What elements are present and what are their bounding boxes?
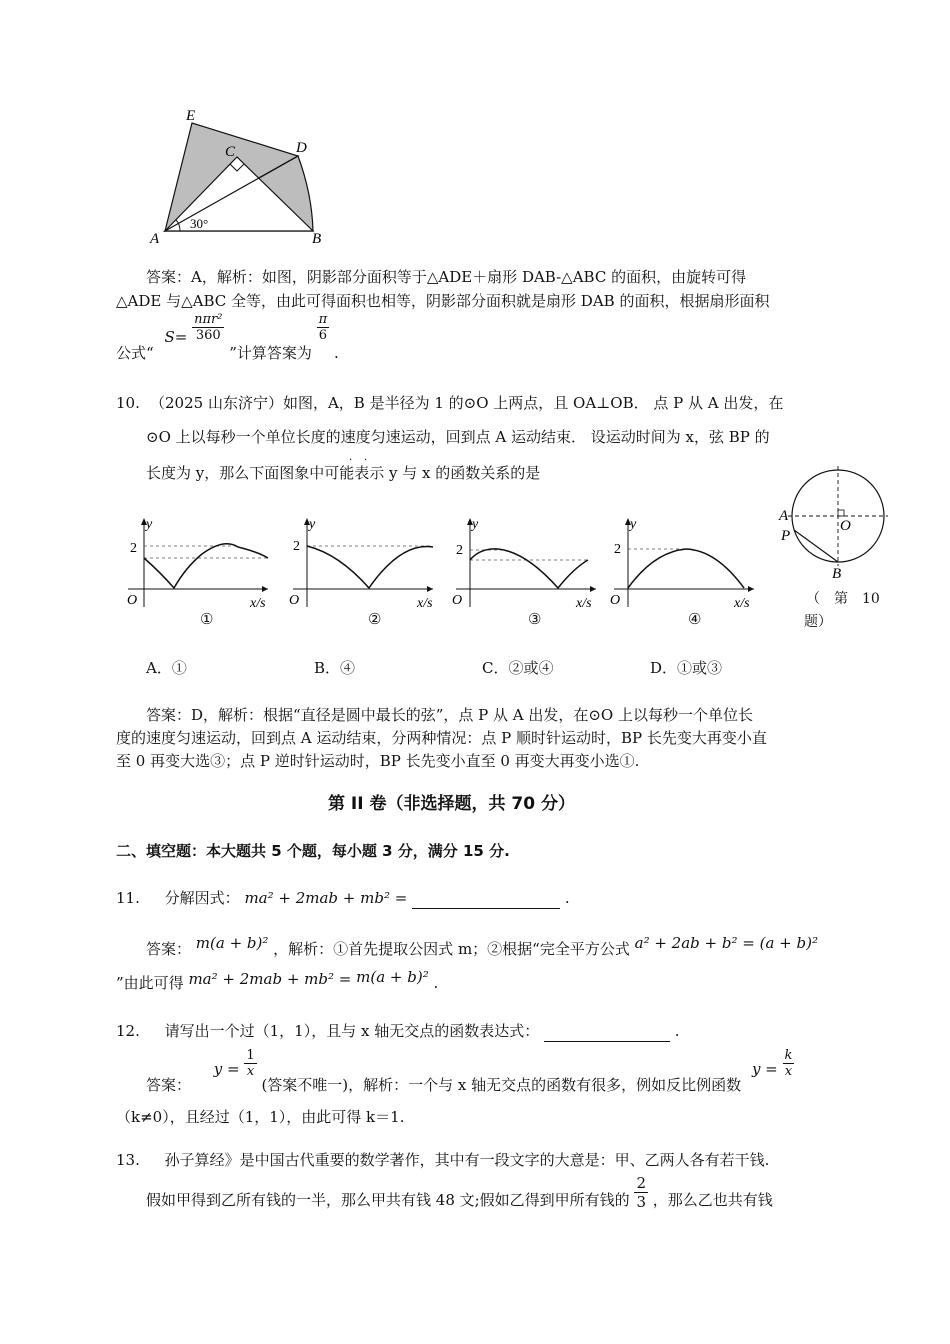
q10-line2: ⊙O 上以每秒一个单位长度的速度匀速运动，回到点 A 运动结束． 设运动时间为 x，弦 BP 的 xyxy=(146,428,770,446)
q11-formula: a² + 2ab + b² = (a + b)² xyxy=(634,934,818,952)
q9-answer-line2: △ADE 与△ABC 全等，由此可得面积也相等，阴影部分面积就是扇形 DAB 的面积，根据扇形面积 xyxy=(116,292,770,310)
label-angle: 30° xyxy=(190,216,209,231)
graph-4-y: y xyxy=(630,517,637,532)
label-c: C xyxy=(225,144,236,160)
section-subtitle: 二、填空题：本大题共 5 个题，每小题 3 分，满分 15 分. xyxy=(116,842,510,860)
q10-line3: 长度为 y，那么下面图象中可能表示 y 与 x 的函数关系的是 xyxy=(146,464,541,482)
graph-3-y: y xyxy=(472,517,479,532)
q9-answer-num: π xyxy=(318,312,328,327)
q9-formula-mid: ”计算答案为 xyxy=(229,343,312,362)
q12-answer-mid: (答案不唯一)，解析：一个与 x 轴无交点的函数有很多，例如反比例函数 xyxy=(261,1075,742,1094)
option-d xyxy=(650,657,722,679)
graph-4-tick: 2 xyxy=(614,542,621,557)
graph-2-origin: O xyxy=(289,593,300,608)
graph-1-x: x/s xyxy=(250,596,266,611)
q12-example-num: k xyxy=(784,1048,793,1063)
q11-expr: ma² + 2mab + mb² = xyxy=(244,889,408,907)
q11-prefix: 分解因式： xyxy=(164,889,240,907)
q12-example-fraction xyxy=(783,1048,795,1079)
graph-2-x: x/s xyxy=(417,596,433,611)
graph-1-label: ① xyxy=(200,610,214,628)
q12-example-lhs: y = xyxy=(751,1059,778,1078)
graph-3-tick: 2 xyxy=(456,543,463,558)
label-b: B xyxy=(312,231,322,247)
option-d-text: ①或③ xyxy=(677,659,723,677)
q13-text2-end: ，那么乙也共有钱 xyxy=(652,1190,773,1209)
circle-caption-2: 题） xyxy=(804,614,832,630)
q11-answer-expr: m(a + b)² xyxy=(195,934,269,952)
graph-1 xyxy=(118,512,278,612)
q12-text: 请写出一个过（1，1），且与 x 轴无交点的函数表达式： xyxy=(164,1022,540,1040)
graph-4-label: ④ xyxy=(688,610,702,628)
q9-formula-num: nπr² xyxy=(194,312,223,327)
option-a xyxy=(146,657,187,679)
emphasis-dot-2: · xyxy=(364,455,368,466)
q12-number: 12. xyxy=(116,1022,140,1040)
q10-answer-line2: 度的速度匀速运动，回到点 A 运动结束，分两种情况：点 P 顺时针运动时，BP 长先变大再变小直 xyxy=(116,729,767,747)
q13-fraction xyxy=(634,1174,648,1211)
graph-1-y: y xyxy=(146,517,153,532)
q9-answer-line3 xyxy=(116,312,339,362)
graph-3 xyxy=(446,512,606,612)
q9-answer-end: . xyxy=(334,343,339,362)
label-a: A xyxy=(150,231,160,247)
option-b-letter: B． xyxy=(314,659,341,677)
graph-2-y: y xyxy=(309,517,316,532)
circle-label-b: B xyxy=(832,566,842,582)
q11-line2-prefix: ”由此可得 xyxy=(116,974,184,992)
q12-answer-line1 xyxy=(146,1048,794,1094)
graph-2 xyxy=(283,512,443,612)
graph-4-origin: O xyxy=(610,593,621,608)
label-d: D xyxy=(296,140,307,156)
q13-line1 xyxy=(116,1149,769,1171)
option-d-letter: D． xyxy=(650,659,678,677)
q11-line2-result: m(a + b)² xyxy=(356,968,429,986)
option-c xyxy=(482,657,554,679)
graph-4-x: x/s xyxy=(734,596,750,611)
emphasis-dot-1: · xyxy=(349,455,353,466)
q13-number: 13. xyxy=(116,1151,140,1169)
q13-frac-num: 2 xyxy=(636,1174,647,1192)
circle-label-a: A xyxy=(779,508,789,524)
q9-answer-line1: 答案：A，解析：如图，阴影部分面积等于△ADE＋扇形 DAB-△ABC 的面积，由旋转可得 xyxy=(146,268,747,286)
q9-formula-fraction xyxy=(192,312,224,343)
q12-end: . xyxy=(674,1022,680,1040)
graph-4 xyxy=(604,512,764,612)
q11-line2-expr: ma² + 2mab + mb² = xyxy=(188,970,352,988)
graph-3-label: ③ xyxy=(528,610,542,628)
q12-example-den: x xyxy=(784,1064,793,1079)
rotation-figure xyxy=(140,110,340,250)
q10-answer-line3: 至 0 再变大选③；点 P 逆时针运动时，BP 长先变小直至 0 再变大再变小选①. xyxy=(116,752,640,770)
graph-4-curve xyxy=(628,549,744,588)
q12-answer-prefix: 答案： xyxy=(146,1075,192,1094)
q11-answer-prefix: 答案： xyxy=(146,940,192,958)
q9-answer-den: 6 xyxy=(318,328,328,343)
option-b-text: ④ xyxy=(340,659,356,677)
label-e: E xyxy=(186,110,196,124)
q12-answer-blank[interactable] xyxy=(544,1025,670,1042)
q11-answer-line1 xyxy=(146,934,818,960)
graph-2-tick: 2 xyxy=(293,539,300,554)
q13-text2: 假如甲得到乙所有钱的一半，那么甲共有钱 48 文;假如乙得到甲所有钱的 xyxy=(146,1190,630,1209)
option-c-letter: C． xyxy=(482,659,509,677)
circle-caption-1: （ 第 10 xyxy=(806,591,880,607)
graph-2-curve xyxy=(307,546,433,588)
q13-text1: 孙子算经》是中国古代重要的数学著作，其中有一段文字的大意是：甲、乙两人各有若干钱. xyxy=(164,1151,770,1169)
q9-formula-den: 360 xyxy=(195,328,221,343)
q12-answer-lhs: y = xyxy=(213,1059,240,1078)
circle-label-p: P xyxy=(781,528,791,544)
graph-1-curve xyxy=(144,544,268,588)
q11-line2-end: . xyxy=(433,974,439,992)
q10-number: 10. xyxy=(116,394,140,412)
q10-line1: （2025 山东济宁）如图，A，B 是半径为 1 的⊙O 上两点，且 OA⊥OB． 点 P 从 A 出发，在 xyxy=(150,394,784,412)
q11-end: . xyxy=(564,889,570,907)
graph-1-origin: O xyxy=(127,593,138,608)
circle-label-o: O xyxy=(840,518,851,534)
q12-answer-num: 1 xyxy=(246,1048,255,1063)
q9-formula-lhs: S= xyxy=(164,327,188,346)
option-c-text: ②或④ xyxy=(508,659,554,677)
graph-3-x: x/s xyxy=(576,596,592,611)
circle-figure xyxy=(778,462,896,584)
option-a-letter: A． xyxy=(146,659,172,677)
graph-2-label: ② xyxy=(368,610,382,628)
q12-answer-fraction xyxy=(244,1048,256,1079)
q13-frac-den: 3 xyxy=(636,1193,647,1211)
graph-3-origin: O xyxy=(452,593,463,608)
q11-answer-line2 xyxy=(116,968,439,994)
section-title: 第 II 卷（非选择题，共 70 分） xyxy=(328,794,575,814)
option-b xyxy=(314,657,355,679)
q11-number: 11. xyxy=(116,889,140,907)
q12-answer-line2: （k≠0），且经过（1，1），由此可得 k＝1. xyxy=(116,1108,405,1126)
q12-answer-den: x xyxy=(246,1064,255,1079)
q11-question xyxy=(116,887,570,909)
q9-answer-fraction xyxy=(317,312,330,343)
graph-1-tick: 2 xyxy=(130,541,137,556)
q11-answer-mid: ，解析：①首先提取公因式 m；②根据“完全平方公式 xyxy=(273,940,630,958)
q9-formula-prefix: 公式“ xyxy=(116,343,154,362)
q12-question xyxy=(116,1020,680,1042)
q11-answer-blank[interactable] xyxy=(412,892,560,909)
q10-answer-line1: 答案：D，解析：根据“直径是圆中最长的弦”，点 P 从 A 出发，在⊙O 上以每秒一个单位长 xyxy=(146,706,753,724)
graph-3-curve xyxy=(470,549,588,588)
option-a-text: ① xyxy=(171,659,187,677)
q13-line2 xyxy=(146,1174,773,1211)
